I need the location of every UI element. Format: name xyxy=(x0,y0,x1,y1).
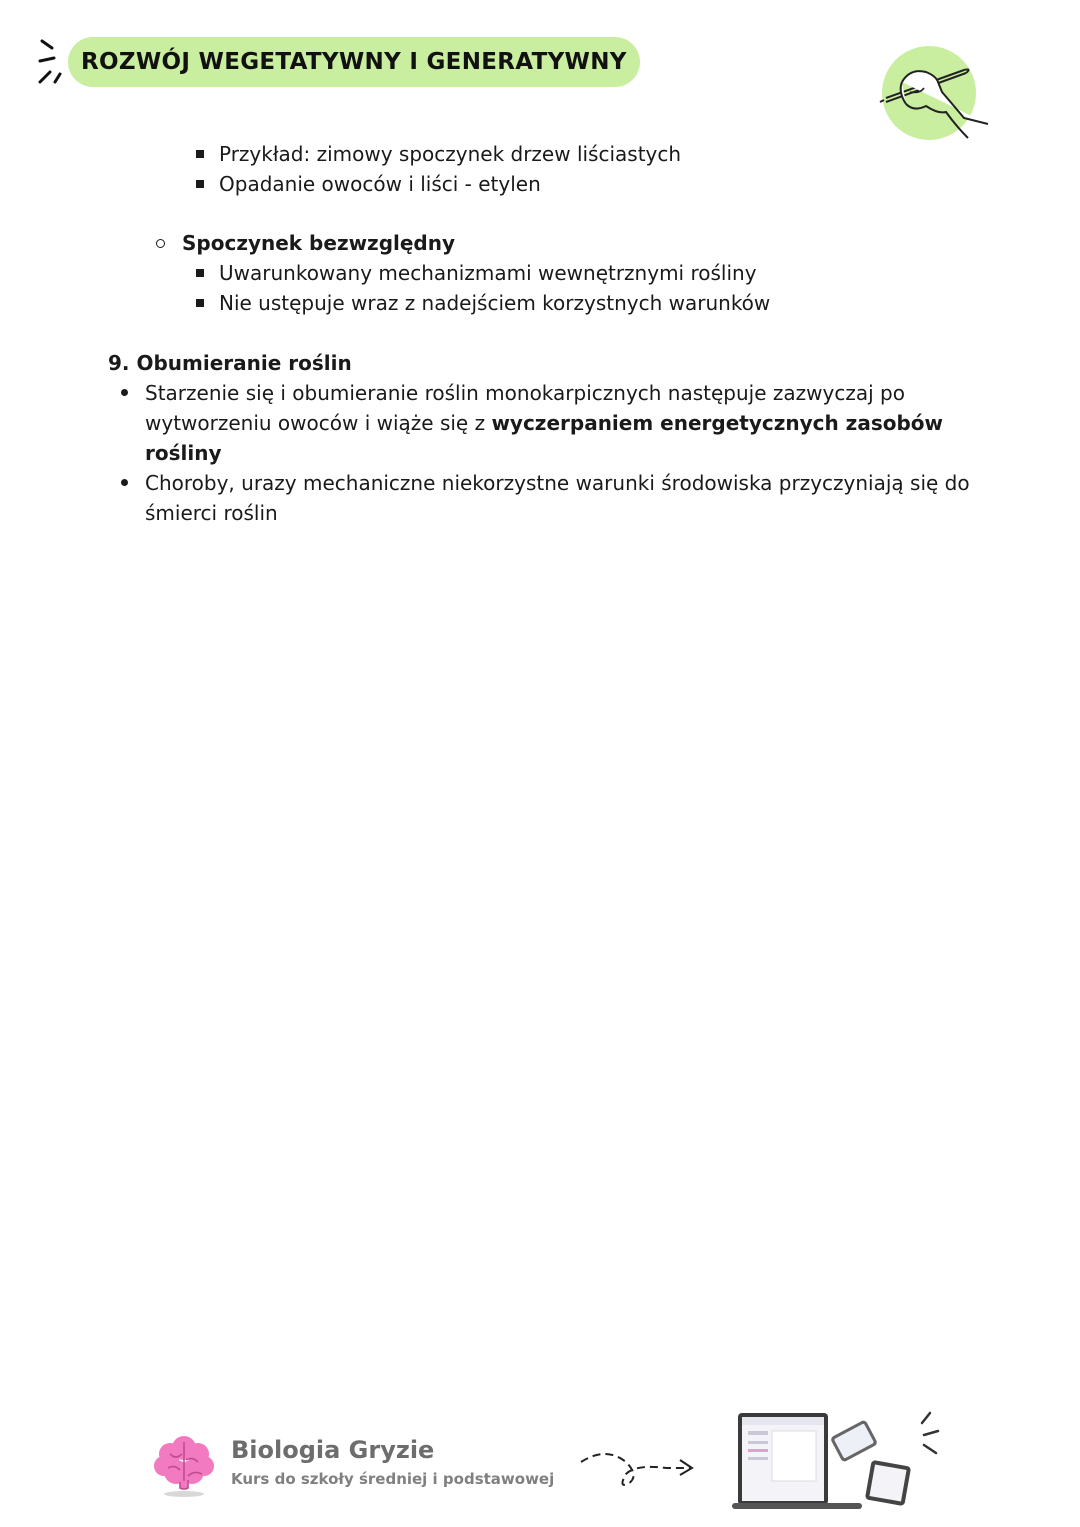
devices-icon xyxy=(732,1405,946,1515)
list-item: Przykład: zimowy spoczynek drzew liściastych xyxy=(219,142,682,166)
list-item: Uwarunkowany mechanizmami wewnętrznymi rośliny xyxy=(219,261,757,285)
brain-logo-icon xyxy=(150,1432,218,1500)
sparkle-icon xyxy=(36,36,66,86)
brand-name: Biologia Gryzie xyxy=(231,1436,435,1464)
paragraph-line: śmierci roślin xyxy=(145,501,278,525)
brand-tagline: Kurs do szkoły średniej i podstawowej xyxy=(231,1470,555,1488)
square-bullet-icon xyxy=(196,299,204,307)
circle-bullet-icon xyxy=(156,239,165,248)
subheading: Spoczynek bezwzględny xyxy=(182,231,456,255)
hand-writing-icon xyxy=(876,42,996,146)
paragraph-line: Starzenie się i obumieranie roślin monokarpicznych następuje zazwyczaj po xyxy=(145,381,905,405)
square-bullet-icon xyxy=(196,180,204,188)
text-bold: wyczerpaniem energetycznych zasobów xyxy=(491,411,943,435)
paragraph-line: Choroby, urazy mechaniczne niekorzystne warunki środowiska przyczyniają się do xyxy=(145,471,970,495)
list-item: Nie ustępuje wraz z nadejściem korzystnych warunków xyxy=(219,291,771,315)
paragraph-line: rośliny xyxy=(145,441,222,465)
section-heading: 9. Obumieranie roślin xyxy=(108,351,352,375)
dot-bullet-icon xyxy=(121,479,128,486)
list-item: Opadanie owoców i liści - etylen xyxy=(219,172,541,196)
dot-bullet-icon xyxy=(121,389,128,396)
text-plain: wytworzeniu owoców i wiąże się z xyxy=(145,411,492,435)
square-bullet-icon xyxy=(196,269,204,277)
page-title: ROZWÓJ WEGETATYWNY I GENERATYWNY xyxy=(68,37,640,87)
paragraph-line xyxy=(145,408,943,438)
arrow-icon xyxy=(576,1442,700,1492)
square-bullet-icon xyxy=(196,150,204,158)
